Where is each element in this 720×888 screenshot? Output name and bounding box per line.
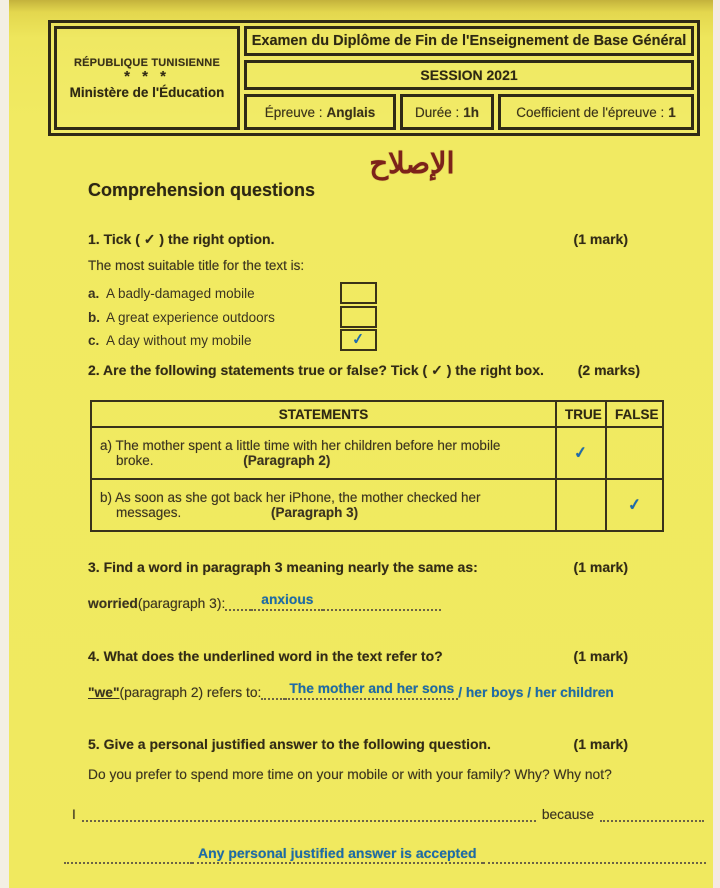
dotted-leader	[64, 848, 192, 864]
question-4-prompt-rest: (paragraph 2) refers to:	[119, 685, 262, 700]
option-c-tick: ✓	[351, 330, 366, 349]
republic-label: RÉPUBLIQUE TUNISIENNE	[74, 56, 220, 69]
question-5-text: 5. Give a personal justified answer to the following question.	[88, 736, 491, 752]
question-1-options	[88, 282, 508, 353]
question-2-text: 2. Are the following statements true or false? Tick ( ✓ ) the right box.	[88, 362, 544, 378]
stars-ornament: * * *	[124, 67, 170, 85]
statement-a-paragraph-ref: (Paragraph 2)	[243, 453, 331, 468]
false-header: FALSE	[606, 401, 663, 427]
accepted-answer-line	[64, 845, 706, 864]
statement-a-true-tick: ✓	[573, 443, 589, 463]
question-4-answer-alt: / her boys / her children	[458, 685, 614, 700]
section-title: Comprehension questions	[88, 180, 316, 200]
coefficient-label: Coefficient de l'épreuve :	[516, 104, 665, 120]
statement-a-line1: a) The mother spent a little time with her children before her mobile	[100, 438, 501, 453]
question-3	[88, 559, 628, 575]
option-c	[88, 329, 508, 353]
option-b-checkbox	[340, 306, 377, 328]
option-b-label: A great experience outdoors	[106, 309, 275, 325]
statement-b-line1: b) As soon as she got back her iPhone, the mother checked her	[100, 490, 481, 505]
question-4-prompt-word: "we"	[88, 685, 120, 700]
question-3-prompt-word: worried	[88, 596, 138, 611]
scan-edge-left	[0, 0, 9, 888]
statement-a-line2	[100, 453, 547, 468]
option-b-letter: b.	[88, 309, 100, 325]
true-header: TRUE	[556, 401, 606, 427]
true-false-table	[90, 400, 664, 532]
exam-title: Examen du Diplôme de Fin de l'Enseignement de Base Général	[244, 26, 694, 56]
statement-b-true-cell	[556, 479, 606, 531]
statement-b-false-tick: ✓	[626, 495, 643, 515]
table-header-row	[91, 401, 663, 427]
dotted-leader	[225, 593, 251, 611]
answer-stem-line	[72, 806, 704, 822]
subject-label: Épreuve :	[264, 104, 323, 120]
question-1-mark: (1 mark)	[573, 231, 628, 247]
question-2	[88, 362, 640, 379]
question-5-mark: (1 mark)	[573, 736, 628, 752]
option-a-letter: a.	[88, 286, 100, 302]
table-row	[91, 479, 663, 531]
statements-header: STATEMENTS	[91, 401, 556, 427]
ministry-label: Ministère de l'Éducation	[69, 84, 225, 100]
dotted-answer-line	[82, 806, 536, 822]
dotted-answer-line	[600, 806, 704, 822]
question-4	[88, 648, 628, 664]
option-c-checkbox	[340, 329, 377, 351]
option-c-letter: c.	[88, 333, 100, 349]
question-5	[88, 736, 628, 752]
subject-value: Anglais	[326, 104, 376, 120]
question-3-mark: (1 mark)	[573, 559, 628, 575]
scan-edge-right	[713, 0, 720, 888]
question-4-mark: (1 mark)	[573, 648, 628, 664]
table-row	[91, 427, 663, 479]
exam-header-right	[244, 26, 694, 130]
option-a-checkbox	[340, 282, 377, 304]
answer-stem-start: I	[72, 807, 76, 822]
question-4-answer-line	[88, 681, 614, 700]
statement-b	[91, 479, 556, 531]
session-label: SESSION 2021	[244, 60, 694, 90]
statement-a-line2-text: broke.	[116, 453, 154, 468]
dotted-leader	[261, 682, 285, 700]
question-1-text: 1. Tick ( ✓ ) the right option.	[88, 231, 275, 247]
coefficient-cell	[498, 94, 694, 130]
accepted-answer-note: Any personal justified answer is accepted	[192, 845, 483, 864]
dotted-leader	[483, 848, 706, 864]
statement-a-true-cell	[556, 427, 606, 479]
statement-a	[91, 427, 556, 479]
question-4-text: 4. What does the underlined word in the text refer to?	[88, 648, 443, 664]
question-4-answer-main: The mother and her sons	[285, 681, 458, 700]
exam-header	[48, 20, 700, 136]
statement-a-false-cell	[606, 427, 663, 479]
correction-label-arabic: الإصلاح	[369, 148, 455, 180]
duration-label: Durée :	[414, 104, 460, 120]
dotted-leader	[323, 593, 441, 611]
question-1	[88, 231, 628, 248]
question-3-text: 3. Find a word in paragraph 3 meaning nearly the same as:	[88, 559, 478, 575]
exam-meta-row	[244, 94, 694, 130]
option-a	[88, 282, 508, 306]
subject-cell	[244, 94, 396, 130]
duration-cell	[400, 94, 494, 130]
statement-b-false-cell	[606, 479, 663, 531]
answer-stem-because: because	[541, 807, 594, 822]
option-c-label: A day without my mobile	[106, 333, 252, 349]
statement-b-paragraph-ref: (Paragraph 3)	[271, 505, 359, 520]
question-5-prompt: Do you prefer to spend more time on your mobile or with your family? Why? Why not?	[88, 767, 612, 782]
question-3-answer: anxious	[251, 592, 323, 611]
question-1-intro: The most suitable title for the text is:	[88, 258, 305, 273]
question-2-mark: (2 marks)	[577, 362, 640, 378]
statement-b-line2	[100, 505, 547, 520]
question-3-answer-line	[88, 592, 441, 611]
ministry-block	[54, 26, 240, 130]
question-3-prompt-rest: (paragraph 3):	[137, 596, 226, 611]
coefficient-value: 1	[668, 104, 676, 120]
duration-value: 1h	[463, 104, 480, 120]
option-b	[88, 306, 508, 330]
option-a-label: A badly-damaged mobile	[106, 286, 255, 302]
statement-b-line2-text: messages.	[116, 505, 182, 520]
